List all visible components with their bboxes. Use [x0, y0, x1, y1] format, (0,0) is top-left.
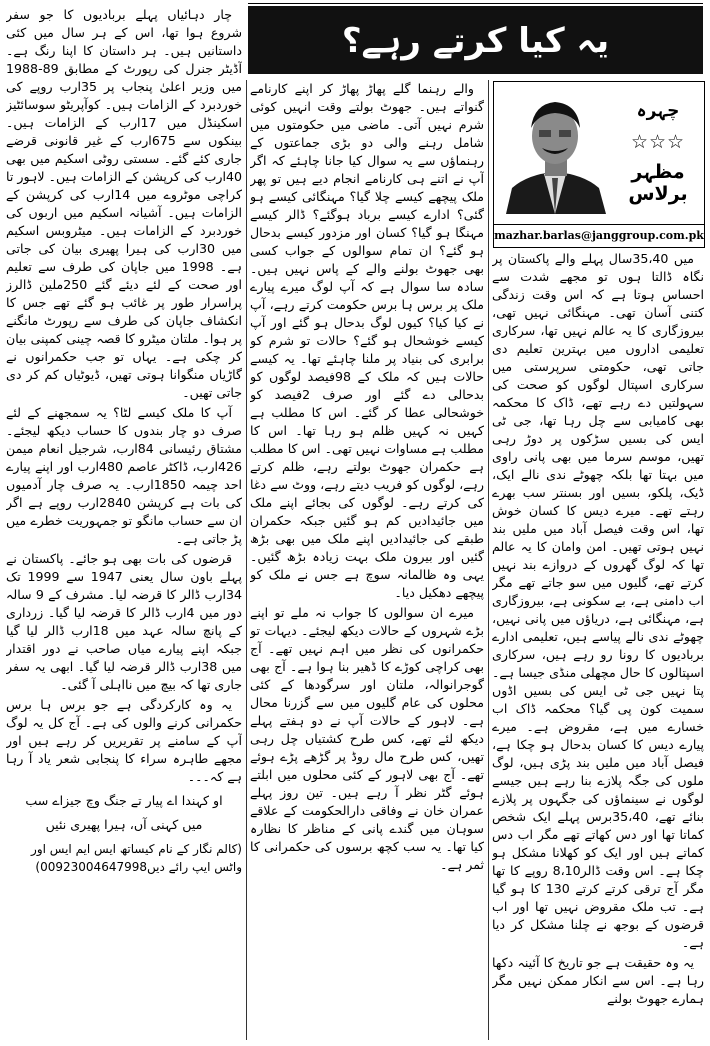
column-right [492, 250, 704, 1040]
column-rule-right [488, 80, 489, 1040]
headline-banner [248, 6, 703, 74]
byline [616, 92, 700, 205]
author-photo [498, 86, 613, 214]
paragraph: یہ وہ حقیقت ہے جو تاریخ کا آئینہ دکھا رہا ہے۔ اس سے انکار ممکن نہیں مگر ہمارے جھوٹ بولنے [492, 955, 704, 1006]
stars-ornament: ☆☆☆ [630, 131, 686, 153]
column-rule-left [246, 80, 247, 1040]
verse-line: میں کہنی آں، ہیرا پھیری نئیں [45, 817, 203, 832]
paragraph: میں 35،40سال پہلے والے پاکستان پر نگاہ ڈالتا ہوں تو مجھے شدت سے احساس ہوتا ہے کہ اس وقت زندگی کتنی آسان تھی۔ مہنگائی نہیں تھی، بیروزگاری کا یہ عالم نہیں تھا، سرکاری تعلیمی اداروں میں بہترین تعلیم دی جاتی تھی، حکومتی سرپرستی میں سرکاری اسپتال لوگوں کو صحت کی سہولتیں دے رہے تھے، ڈاک کا محکمہ بھی کامیابی سے چل رہا تھا، جی ٹی ایس کی بسیں سڑکوں پر دوڑ رہی تھیں، موسم سرما میں بھی پانی راوی میں بہتا تھا بلکہ چھوٹے ندی نالے ایک، ڈیک، پلکو، بسیں اور بسنتر سب بھرے رہتے تھے۔ میرے دیس کا کسان خوش تھا، اس وقت فیصل آباد میں ملیں بند نہیں ہوتی تھیں۔ امن وامان کا یہ عالم تھا کہ لوگ گھروں کے دروازے بند نہیں کرتے تھے، گلیوں میں سو جاتے تھے مگر اب دامنی ہے، بے سکونی ہے، بیروزگاری ہے، مہنگائی ہے، دریاؤں میں پانی نہیں، چھوٹے ندی نالے پیاسے ہیں، تعلیمی ادارے بربادیوں کا رونا رو رہے ہیں، سرکاری اسپتالوں کا حال مچھلی منڈی جیسا ہے۔ پتا نہیں جی ٹی ایس کی بسیں اڈوں سمیت کون پی گیا؟ محکمہ ڈاک اب خسارے میں ہے، مقروض ہے۔ میرے پیارے دیس کا کسان بدحال ہو چکا ہے، فیصل آباد میں ملیں بند پڑی ہیں، لوگ ملوں کی جگہ پلازے بنا رہے ہیں جیسے لوگوں نے سینماؤں کی جگہوں پر پلازے بنائے تھے، 35،40برس پہلے ایک شخص کماتا تھا اور دس کھاتے تھے مگر اب دس کماتے ہیں اور ایک کو کھلانا مشکل ہو چکا ہے۔ اس وقت ڈالر8،10 روپے کا تھا مگر آج ترقی کرتے کرتے 130 کا ہو گیا ہے۔ تب ملک مقروض نہیں تھا اور اب قرضوں کے بوجھ نے چلنا مشکل کر دیا ہے۔ [492, 251, 704, 950]
paragraph: میرے ان سوالوں کا جواب نہ ملے تو اپنے بڑے شہروں کے حالات دیکھ لیجئے۔ دیہات تو حکمرانوں کی نظر میں اہم نہیں تھے۔ آج بھی کراچی کوڑے کا ڈھیر بنا ہوا ہے۔ آج بھی گوجرانوالہ، ملتان اور سرگودھا کے کئی محلوں کی عام گلیوں میں سے گزرنا محال ہے۔ لاہور کے حالات آپ نے دو ہفتے پہلے دیکھ لئے تھے، کس طرح کشتیاں چل رہی تھیں، کس طرح مال روڈ پر گڑھے پڑے ہوئے تھے۔ آج بھی لاہور کے کئی محلوں میں ابلتے ہوئے گٹر نظر آ رہے ہیں۔ تین روز پہلے عمران خان نے وفاقی دارالحکومت کے علاقے سوہان میں گندے پانی کے مناظر کا نظارہ کیا تھا۔ یہ سب کچھ برسوں کی حکمرانی کا ثمر ہے۔ [250, 605, 484, 872]
title-top-rule [248, 3, 703, 4]
paragraph: آپ کا ملک کیسے لٹا؟ یہ سمجھنے کے لئے صرف دو چار بندوں کا حساب دیکھ لیجئے۔ مشتاق رئیسانی 84ارب، شرجیل انعام میمن 426ارب، ڈاکٹر عاصم 480ارب اور اپنے پیارے احد چیمہ 1850ارب۔ یہ صرف چار آدمیوں کی بات ہے کرپشن 2840ارب روپے ہے اگر ان سے حساب مانگو تو جمہوریت خطرے میں پڑ جاتی ہے۔ [6, 405, 242, 546]
author-box [493, 81, 705, 248]
paragraph: والے رہنما گلے پھاڑ پھاڑ کر اپنے کارنامے گنواتے ہیں۔ جھوٹ بولتے وقت انہیں کوئی شرم نہیں آتی۔ ماضی میں حکومتوں میں شامل رہنے والی دو بڑی جماعتوں کے رہنماؤں سے یہ سوال کیا جانا چاہئے کہ اگر آپ نے اتنے ہی کارنامے انجام دیے ہیں تو پھر ملک پیچھے کیسے چلا گیا؟ مہنگائی کیسے ہو گئی؟ ادارے کیسے برباد ہوگئے؟ ڈالر کیسے مہنگا ہو گیا؟ کسان اور مزدور کیسے بدحال ہو گئے؟ ان تمام سوالوں کے جواب کسی بھی جھوٹ بولنے والے کے پاس نہیں ہیں۔ سادہ سا سوال ہے کہ آپ لوگ میرے پیارے ملک پر برس ہا برس حکومت کرتے رہے، آپ نے کیا کیا؟ کیوں لوگ بدحال ہو گئے اور آپ کیسے خوشحال ہو گئے؟ حالات تو شرم کو برابری کی بنیاد پر ملنا چاہئے تھا۔ یہ کیسے حالات ہیں کہ ملک کے 98فیصد لوگوں کو بدحالی دے گئے اور صرف 2فیصد کو خوشحالی عطا کر گئے۔ اس کا مطلب ہے کہیں نہ کہیں ظلم ہو رہا تھا۔ اس کا مطلب ہے مساوات نہیں تھی۔ اس کا مطلب ہے حکمران جھوٹ بولتے رہے، ظلم کرتے رہے، لوگوں کو فریب دیتے رہے، ووٹ سے دغا کی کرتے رہے۔ لوگوں کی بجائے اپنے ملک میں جائیدادیں کم ہو گئیں جبکہ حکمران طبقے کی جائیدادیں اپنے ملک میں بھی بڑھ گئیں اور بیرون ملک بہت زیادہ بڑھ گئیں۔ یہی وہ ظالمانہ سوچ ہے جس نے ملک کو پیچھے دھکیل دیا۔ [250, 81, 484, 600]
headline: یہ کیا کرتے رہے؟ [341, 20, 610, 61]
column-left [6, 6, 242, 1040]
contact-note: (کالم نگار کے نام کیساتھ ایس ایم ایس اور واٹس ایپ رائے دیں00923004647998) [31, 842, 242, 874]
column-name: چہرہ [636, 101, 680, 121]
verse-line: او کہندا اے پیار تے جنگ وچ جیزاے سب [25, 793, 223, 808]
author-name: مظہر برلاس [628, 161, 688, 205]
column-middle [250, 80, 484, 1040]
paragraph: چار دہائیاں پہلے بربادیوں کا جو سفر شروع ہوا تھا، اس کے ہر سال میں کئی داستانیں ہیں۔ ہر داستان کا اپنا رنگ ہے۔ آڈیٹر جنرل کی رپورٹ کے مطابق 89-1988 میں وزیر اعلیٰ پنجاب پر 35ارب روپے کی خوردبرد کے الزامات ہیں۔ کوآپریٹو سوسائٹیز اسکینڈل میں 17ارب کے الزامات ہیں۔ بینکوں سے 675ارب کے غیر قانونی قرضے جاری کئے گئے۔ سستی روٹی اسکیم میں بھی 40ارب کی کرپشن کے الزامات ہیں۔ لاہور تا کراچی موٹروے میں 14ارب کی کرپشن کے الزامات ہیں۔ آشیانہ اسکیم میں اربوں کی خوردبرد کے الزامات ہیں۔ میٹروبس اسکیم میں 30ارب کی ہیرا پھیری بیان کی جاتی ہے۔ 1998 میں جاپان کی طرف سے تعلیم اور صحت کے لئے دیئے گئے 250ملین ڈالرز پراسرار طور پر غائب ہو گئے تھے جس کا انکشاف جاپان کی طرف سے رپورٹ مانگنے پر ہوا۔ ملتان میٹرو کا قصہ چینی کمپنی بیان کر چکی ہے۔ یہاں تو جب حکمرانوں نے گاڑیاں منگوانا ہوتی تھیں، ڈیوٹیاں کم کر دی جاتی تھیں۔ [6, 7, 242, 400]
paragraph: قرضوں کی بات بھی ہو جائے۔ پاکستان نے پہلے باون سال یعنی 1947 سے 1999 تک 34ارب ڈالر کا قرضہ لیا۔ مشرف کے 9 سالہ دور میں 4ارب ڈالر کا قرضہ لیا گیا۔ زرداری کے پانچ سالہ عہد میں 18ارب ڈالر لیا گیا جبکہ اپنے پیارے میاں صاحب نے دور اقتدار میں 38ارب ڈالر قرضہ لیا گیا۔ ابھی یہ سفر جاری تھا کہ بیچ میں نااہلی آ گئی۔ [6, 551, 242, 692]
author-email: mazhar.barlas@janggroup.com.pk [494, 224, 704, 247]
paragraph: یہ وہ کارکردگی ہے جو برس ہا برس حکمرانی کرنے والوں کی ہے۔ آج کل یہ لوگ آپ کے سامنے پر تقریریں کر رہے ہیں اور مجھے طاہرہ سراء کا پنجابی شعر یاد آ رہا ہے کہ۔۔۔ [6, 697, 242, 784]
